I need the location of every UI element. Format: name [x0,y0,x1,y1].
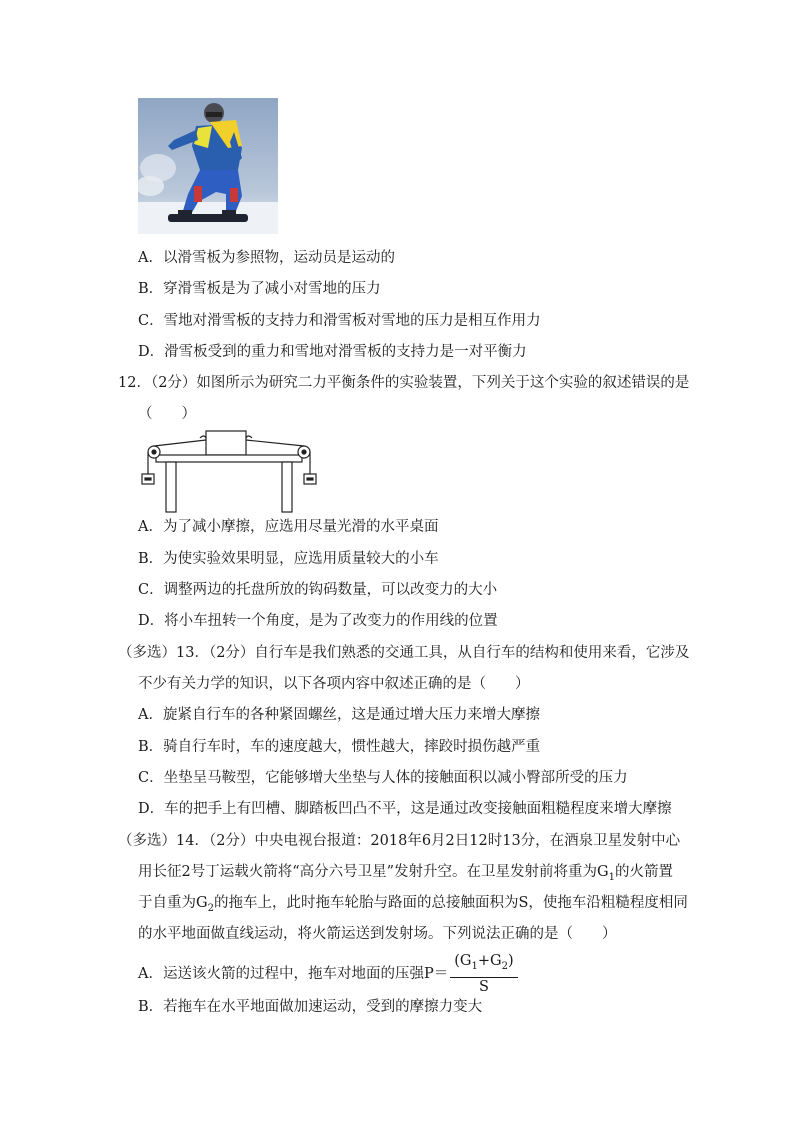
pressure-fraction: $\frac{(G_1+G_2)}{S}$ [450,952,517,996]
q12-stem-line1: 12．（2分）如图所示为研究二力平衡条件的实验装置，下列关于这个实验的叙述错误的是 [118,375,690,391]
q13-option-a: A．旋紧自行车的各种紧固螺丝，这是通过增大压力来增大摩擦 [138,707,540,723]
q14-stem-line3: 于自重为$G_2$的拖车上，此时拖车轮胎与路面的总接触面积为S，使拖车沿粗糙程度相同 [138,895,688,914]
q12-option-d: D．将小车扭转一个角度，是为了改变力的作用线的位置 [138,613,498,629]
q12-option-b: B．为使实验效果明显，应选用质量较大的小车 [138,551,439,567]
q13-option-b: B．骑自行车时，车的速度越大，惯性越大，摔跤时损伤越严重 [138,739,541,755]
q12-option-a: A．为了减小摩擦，应选用尽量光滑的水平桌面 [138,519,439,535]
q11-option-d: D．滑雪板受到的重力和雪地对滑雪板的支持力是一对平衡力 [138,344,527,360]
q13-stem-line2: 不少有关力学的知识，以下各项内容中叙述正确的是（ ） [138,676,530,692]
q11-option-c: C．雪地对滑雪板的支持力和滑雪板对雪地的压力是相互作用力 [138,313,541,329]
two-force-balance-apparatus-figure [136,428,326,514]
q11-option-b: B．穿滑雪板是为了减小对雪地的压力 [138,281,381,297]
q13-option-c: C．坐垫呈马鞍型，它能够增大坐垫与人体的接触面积以减小臀部所受的压力 [138,770,628,786]
snowboarder-photo [138,98,278,234]
q14-option-b: B．若拖车在水平地面做加速运动，受到的摩擦力变大 [138,999,483,1015]
q12-option-c: C．调整两边的托盘所放的钩码数量，可以改变力的大小 [138,582,498,598]
q13-stem-line1: （多选）13．（2分）自行车是我们熟悉的交通工具，从自行车的结构和使用来看，它涉及 [118,645,690,661]
q13-option-d: D．车的把手上有凹槽、脚踏板凹凸不平，这是通过改变接触面粗糙程度来增大摩擦 [138,801,672,817]
q14-option-a: A．运送该火箭的过程中，拖车对地面的压强P＝ $\frac{(G_1+G_2)}{S}$ [138,952,518,996]
q12-stem-line2: （ ） [138,406,196,422]
q11-option-a: A．以滑雪板为参照物，运动员是运动的 [138,250,395,266]
q14-stem-line4: 的水平地面做直线运动，将火箭运送到发射场。下列说法正确的是（ ） [138,926,617,942]
q14-stem-line1: （多选）14．（2分）中央电视台报道：2018年6月2日12时13分，在酒泉卫星发射中心 [118,833,681,849]
q14-stem-line2: 用长征2号丁运载火箭将“高分六号卫星”发射升空。在卫星发射前将重为$G_1$的火箭置 [138,864,674,883]
